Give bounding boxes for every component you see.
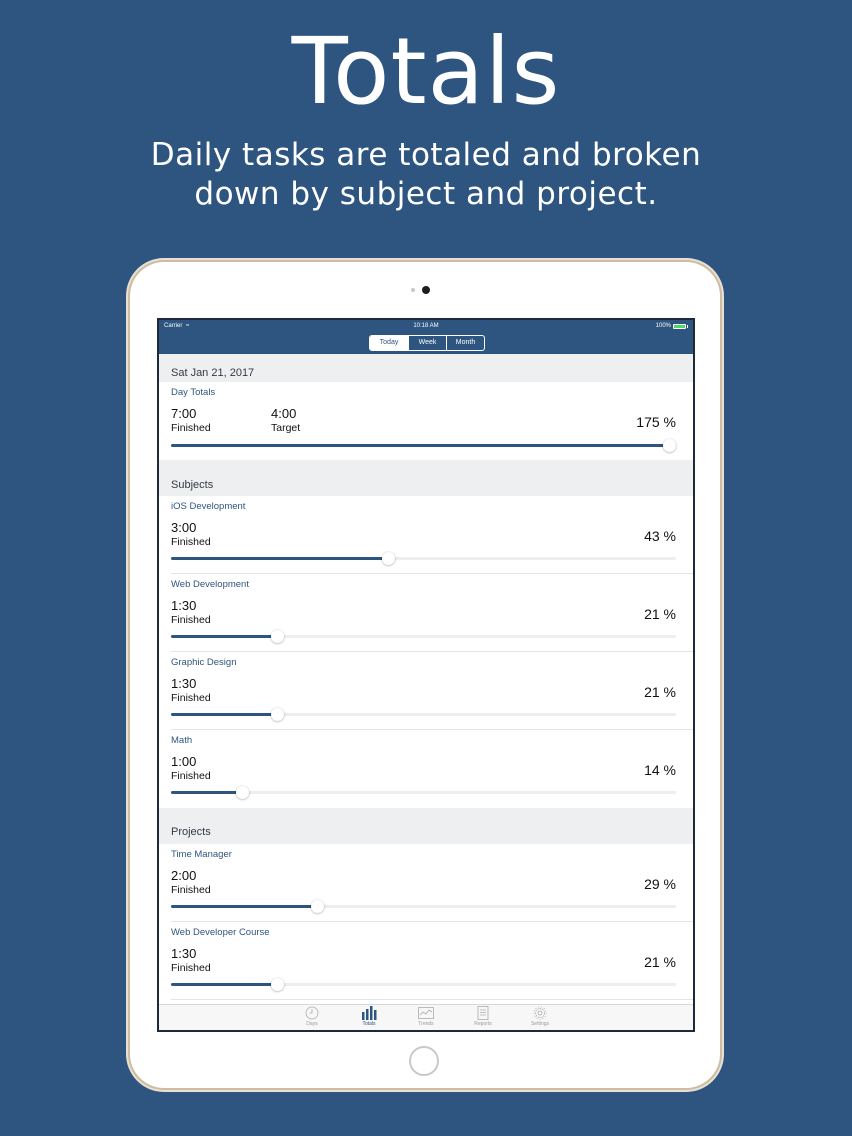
date-header-label: Sat Jan 21, 2017 xyxy=(171,367,255,379)
slider-thumb[interactable] xyxy=(271,630,284,643)
day-target-value: 4:00 xyxy=(271,406,297,421)
slider-fill xyxy=(171,713,277,716)
ipad-screen xyxy=(157,318,695,1032)
tab-label: Settings xyxy=(530,1021,550,1027)
tab-label: Reports xyxy=(474,1021,492,1027)
status-battery xyxy=(656,323,688,329)
gear-icon xyxy=(533,1006,547,1020)
slider-thumb[interactable] xyxy=(236,786,249,799)
battery-tip xyxy=(687,325,688,328)
project-row[interactable] xyxy=(159,844,693,922)
hero-subtitle xyxy=(0,136,852,214)
day-totals-title: Day Totals xyxy=(171,387,216,398)
subject-value: 1:00 xyxy=(171,754,197,769)
subject-progress-slider[interactable] xyxy=(171,552,676,566)
day-target-label: Target xyxy=(271,422,301,434)
day-percent: 175 % xyxy=(636,414,676,430)
slider-thumb[interactable] xyxy=(382,552,395,565)
slider-fill xyxy=(171,557,388,560)
subject-progress-slider[interactable] xyxy=(171,708,676,722)
hero-subtitle-line-2: down by subject and project. xyxy=(194,176,658,212)
tab-label: Days xyxy=(306,1021,318,1027)
slider-fill xyxy=(171,905,317,908)
wifi-icon: ≈ xyxy=(186,323,190,329)
slider-thumb[interactable] xyxy=(271,978,284,991)
subject-percent: 14 % xyxy=(644,762,676,778)
date-section-header xyxy=(159,354,693,382)
totals-table[interactable] xyxy=(159,354,693,1004)
slider-fill xyxy=(171,983,277,986)
subject-row[interactable] xyxy=(159,496,693,574)
tab-label: Trends xyxy=(418,1021,434,1027)
slider-fill xyxy=(171,791,242,794)
trend-chart-icon xyxy=(418,1006,434,1020)
subject-value: 3:00 xyxy=(171,520,197,535)
slider-thumb[interactable] xyxy=(311,900,324,913)
subject-caption: Finished xyxy=(171,614,211,626)
subject-row[interactable] xyxy=(159,652,693,730)
hero-title: Totals xyxy=(291,18,561,125)
project-value: 1:30 xyxy=(171,946,197,961)
slider-fill xyxy=(171,635,277,638)
segment-week[interactable]: Week xyxy=(408,336,446,350)
subject-caption: Finished xyxy=(171,692,211,704)
row-separator xyxy=(171,999,693,1000)
tab-reports[interactable] xyxy=(461,1006,505,1027)
project-caption: Finished xyxy=(171,884,211,896)
subject-percent: 21 % xyxy=(644,606,676,622)
subjects-header-label: Subjects xyxy=(171,479,214,491)
subject-title: Graphic Design xyxy=(171,657,237,668)
clock-icon xyxy=(305,1006,319,1020)
day-progress-slider[interactable] xyxy=(171,439,676,453)
tab-label: Totals xyxy=(362,1021,376,1027)
period-segmented-control xyxy=(369,335,485,351)
battery-percent: 100% xyxy=(655,323,671,329)
projects-header-label: Projects xyxy=(171,826,211,838)
subject-row[interactable] xyxy=(159,574,693,652)
project-progress-slider[interactable] xyxy=(171,900,676,914)
subject-caption: Finished xyxy=(171,770,211,782)
battery-icon xyxy=(673,324,686,329)
status-time: 10:18 AM xyxy=(413,323,439,329)
slider-thumb[interactable] xyxy=(663,439,676,452)
bar-chart-icon xyxy=(361,1006,377,1020)
slider-fill xyxy=(171,444,676,447)
projects-section-header xyxy=(159,808,693,844)
document-icon xyxy=(477,1006,489,1020)
project-title: Time Manager xyxy=(171,849,232,860)
hero-subtitle-line-1: Daily tasks are totaled and broken xyxy=(150,137,702,173)
front-camera xyxy=(422,286,430,294)
subject-title: iOS Development xyxy=(171,501,246,512)
subject-value: 1:30 xyxy=(171,598,197,613)
project-percent: 21 % xyxy=(644,954,676,970)
project-row[interactable] xyxy=(159,922,693,1000)
project-title: Web Developer Course xyxy=(171,927,270,938)
subject-value: 1:30 xyxy=(171,676,197,691)
subject-row[interactable] xyxy=(159,730,693,808)
day-finished-value: 7:00 xyxy=(171,406,197,421)
subject-title: Web Development xyxy=(171,579,249,590)
home-button[interactable] xyxy=(409,1046,439,1076)
project-value: 2:00 xyxy=(171,868,197,883)
front-sensor xyxy=(411,288,415,292)
subject-progress-slider[interactable] xyxy=(171,630,676,644)
navigation-bar xyxy=(159,320,693,354)
tab-settings[interactable] xyxy=(518,1006,562,1027)
day-finished-label: Finished xyxy=(171,422,211,434)
project-progress-slider[interactable] xyxy=(171,978,676,992)
carrier-label: Carrier xyxy=(164,323,183,329)
project-percent: 29 % xyxy=(644,876,676,892)
segment-today[interactable]: Today xyxy=(370,336,408,350)
subject-title: Math xyxy=(171,735,193,746)
status-bar xyxy=(159,320,693,332)
subject-percent: 43 % xyxy=(644,528,676,544)
tab-days[interactable] xyxy=(290,1006,334,1027)
tab-bar xyxy=(159,1004,693,1030)
subject-percent: 21 % xyxy=(644,684,676,700)
tab-totals[interactable] xyxy=(347,1006,391,1027)
tab-trends[interactable] xyxy=(404,1006,448,1027)
subject-caption: Finished xyxy=(171,536,211,548)
day-totals-row[interactable] xyxy=(159,382,693,460)
project-caption: Finished xyxy=(171,962,211,974)
subjects-section-header xyxy=(159,460,693,496)
subject-progress-slider[interactable] xyxy=(171,786,676,800)
segment-month[interactable]: Month xyxy=(446,336,484,350)
slider-thumb[interactable] xyxy=(271,708,284,721)
app-window xyxy=(159,320,693,1030)
